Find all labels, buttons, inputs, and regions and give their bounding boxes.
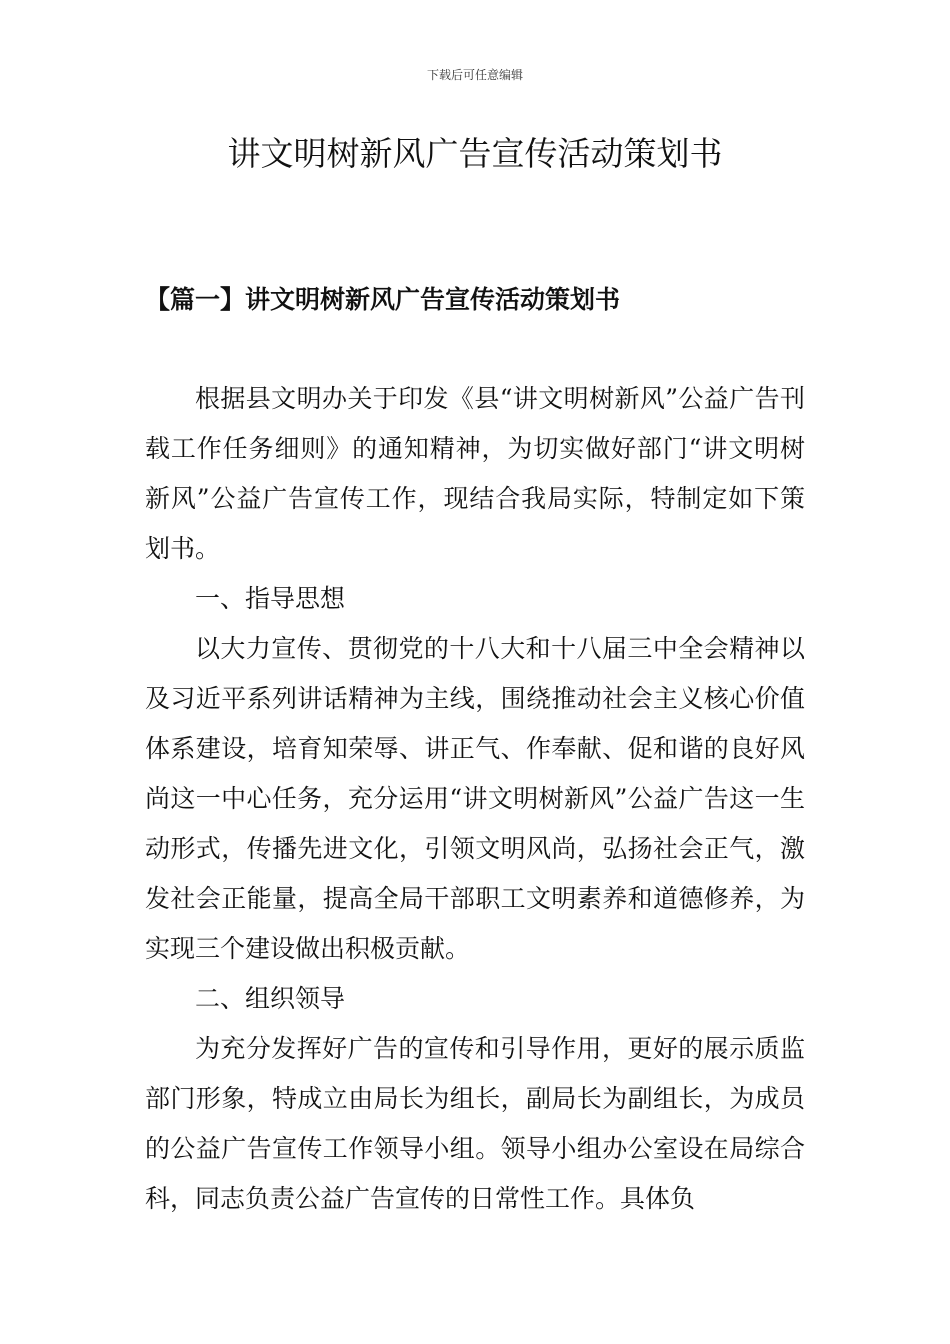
- section-heading: 【篇一】讲文明树新风广告宣传活动策划书: [145, 285, 621, 314]
- subheading-guiding-ideology: 一、指导思想: [195, 584, 346, 613]
- paragraph-intro: 根据县文明办关于印发《县“讲文明树新风”公益广告刊载工作任务细则》的通知精神，为切实做好部门“讲文明树新风”公益广告宣传工作，现结合我局实际，特制定如下策划书。: [145, 384, 805, 563]
- subheading-organization-leadership: 二、组织领导: [195, 984, 346, 1013]
- document-body: [145, 374, 805, 1224]
- paragraph-guiding-ideology: 以大力宣传、贯彻党的十八大和十八届三中全会精神以及习近平系列讲话精神为主线，围绕推动社会主义核心价值体系建设，培育知荣辱、讲正气、作奉献、促和谐的良好风尚这一中心任务，充分运用“讲文明树新风”公益广告这一生动形式，传播先进文化，引领文明风尚，弘扬社会正气，激发社会正能量，提高全局干部职工文明素养和道德修养，为实现三个建设做出积极贡献。: [145, 634, 805, 963]
- document-title: 讲文明树新风广告宣传活动策划书: [227, 134, 723, 173]
- paragraph-organization-leadership: 为充分发挥好广告的宣传和引导作用，更好的展示质监部门形象，特成立由局长为组长，副局长为副组长，为成员的公益广告宣传工作领导小组。领导小组办公室设在局综合科，同志负责公益广告宣传的日常性工作。具体负: [145, 1034, 805, 1213]
- header-note: 下载后可任意编辑: [426, 68, 523, 82]
